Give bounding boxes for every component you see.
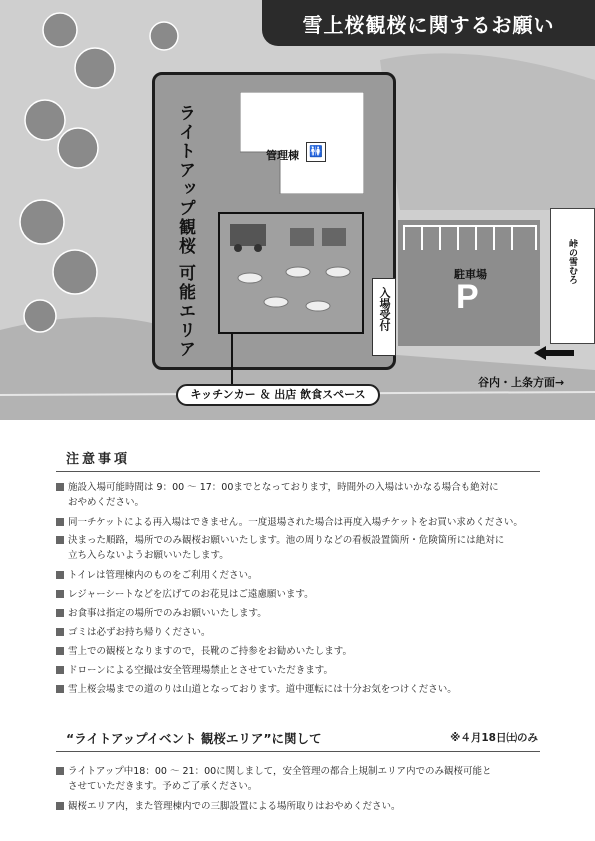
- note-item: レジャーシートなどを広げてのお花見はご遠慮願います。: [56, 587, 314, 602]
- note-item-cont: 立ち入らないようお願いいたします。: [68, 550, 229, 561]
- viewing-area-label: ライトアップ観桜 可能エリア: [175, 104, 195, 359]
- note-item: ゴミは必ずお持ち帰りください。: [56, 625, 211, 640]
- event-item-cont: させていただきます。予めご了承ください。: [68, 781, 258, 792]
- admin-building-label: 管理棟: [266, 149, 299, 162]
- notes-section: [56, 448, 540, 472]
- note-item: ドローンによる空撮は安全管理場禁止とさせていただきます。: [56, 663, 333, 678]
- entrance-label: 入場受付: [378, 287, 391, 331]
- bullet-square-icon: [56, 767, 64, 775]
- parking-label: 駐車場: [454, 268, 487, 281]
- note-item: 雪上での観桜となりますので，長靴のご持参をお勧めいたします。: [56, 644, 352, 659]
- bullet-square-icon: [56, 518, 64, 526]
- kitchen-pointer-line: [231, 334, 233, 386]
- kitchen-area-label: キッチンカー ＆ 出店 飲食スペース: [176, 384, 380, 406]
- stall-icon: [290, 228, 346, 246]
- note-item: 施設入場可能時間は 9：00 ～ 17：00までとなっております，時間外の入場はいかなる場合も絶対に: [56, 480, 499, 495]
- page-title: 雪上桜観桜に関するお願い: [302, 12, 555, 37]
- note-item: 雪上桜会場までの道のりは山道となっております。道中運転には十分お気をつけください。: [56, 682, 457, 697]
- notes-heading: 注意事項: [56, 448, 540, 472]
- direction-label: 谷内・上条方面→: [478, 376, 565, 389]
- admin-building-shape: [240, 92, 364, 194]
- page-title-banner: [262, 0, 595, 46]
- arrow-left-icon: [534, 346, 574, 360]
- event-heading: “ライトアップイベント 観桜エリア”に関して: [66, 731, 322, 746]
- food-area: [218, 212, 364, 334]
- toilet-icon: 🚻: [306, 142, 326, 162]
- yukimuro-building: [550, 208, 595, 344]
- event-item: ライトアップ中18：00 ～ 21：00に関しまして，安全管理の都合上規制エリア内でのみ観桜可能と: [56, 764, 491, 779]
- event-date: ※４月18日㈯のみ: [450, 732, 538, 744]
- note-item: トイレは管理棟内のものをご利用ください。: [56, 568, 258, 583]
- parking-spaces: [398, 220, 540, 250]
- parking-symbol: P: [456, 278, 479, 316]
- note-item-cont: おやめください。: [68, 497, 145, 508]
- note-item: お食事は指定の場所でのみお願いいたします。: [56, 606, 267, 621]
- entrance-booth: [372, 278, 396, 356]
- bullet-square-icon: [56, 483, 64, 491]
- bullet-square-icon: [56, 802, 64, 810]
- event-item: 観桜エリア内，また管理棟内での三脚設置による場所取りはおやめください。: [56, 799, 401, 814]
- bullet-square-icon: [56, 685, 64, 693]
- bullet-square-icon: [56, 628, 64, 636]
- venue-map: [0, 0, 595, 420]
- bullet-square-icon: [56, 647, 64, 655]
- event-section-header: [56, 728, 540, 752]
- yukimuro-label: 峠の雪むろ: [567, 239, 577, 284]
- food-area-illustration: [220, 214, 362, 332]
- bullet-square-icon: [56, 571, 64, 579]
- bullet-square-icon: [56, 590, 64, 598]
- bullet-square-icon: [56, 666, 64, 674]
- note-item: 同一チケットによる再入場はできません。一度退場された場合は再度入場チケットをお買い求めください。: [56, 515, 523, 530]
- bullet-square-icon: [56, 536, 64, 544]
- table-icon: [238, 267, 350, 311]
- note-item: 決まった順路，場所でのみ観桜お願いいたします。池の周りなどの看板設置箇所・危険箇所には絶対に: [56, 533, 504, 548]
- bullet-square-icon: [56, 609, 64, 617]
- food-truck-icon: [230, 224, 266, 252]
